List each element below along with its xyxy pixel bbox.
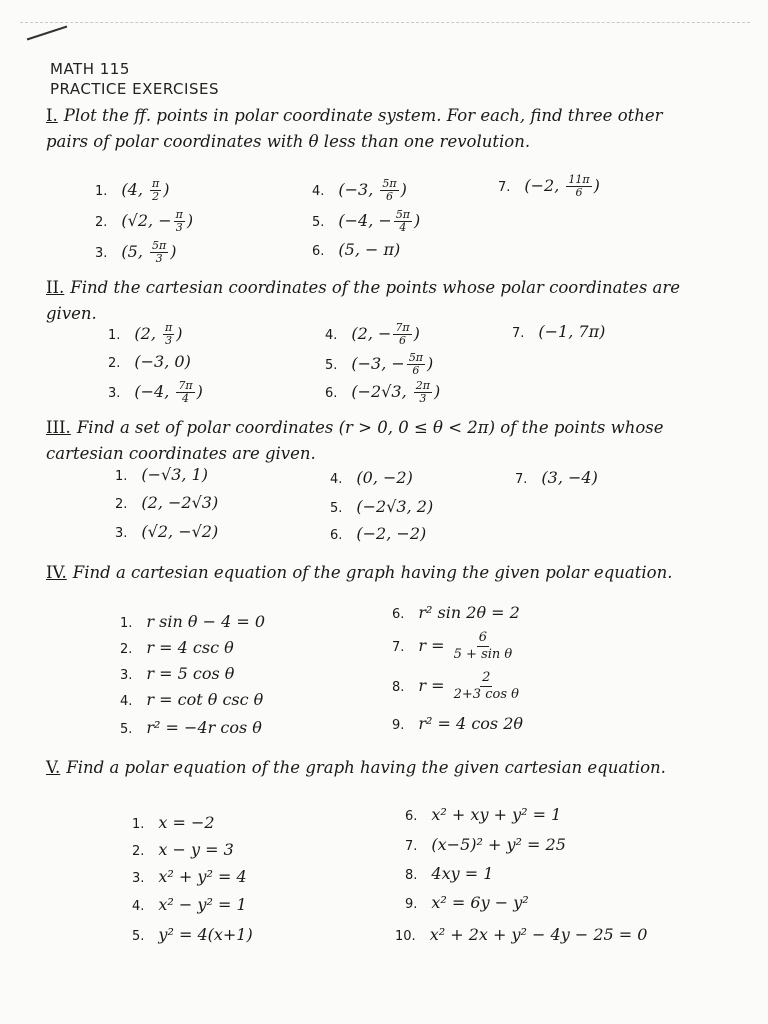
item-number: 3. (132, 871, 145, 886)
item-number: 8. (405, 868, 418, 883)
item-expression: (−2√3, $\frac{2\pi}{3}$ ) (351, 379, 441, 405)
item-number: 2. (115, 497, 128, 512)
item-number: 4. (132, 899, 145, 914)
item-expression: (−4, − $\frac{5\pi}{4}$ ) (338, 208, 421, 234)
item-number: 4. (312, 184, 325, 199)
item-number: 5. (325, 358, 338, 373)
item (95, 240, 176, 265)
item-number: 2. (132, 844, 145, 859)
section-numeral: V. (46, 758, 61, 777)
item (132, 867, 247, 886)
item-number: 1. (115, 469, 128, 484)
item (95, 209, 193, 234)
fraction: $\frac{5\pi}{6}$ (408, 351, 424, 377)
item (392, 630, 516, 663)
item (405, 835, 566, 854)
section-numeral: III. (46, 418, 71, 437)
item-expression: (3, −4) (541, 468, 598, 487)
item (392, 714, 523, 733)
item-number: 6. (392, 607, 405, 622)
fraction: $\frac{2\pi}{3}$ (415, 379, 431, 405)
item-expression: (−1, 7π) (538, 322, 606, 341)
item-number: 3. (115, 526, 128, 541)
item-expression: x² − y² = 1 (158, 895, 247, 914)
fraction: $\frac{\pi}{3}$ (165, 321, 173, 347)
section-numeral: II. (46, 278, 65, 297)
fraction: $\frac{\pi}{3}$ (175, 208, 183, 234)
item-expression: r² = 4 cos 2θ (418, 714, 524, 733)
item-number: 2. (108, 356, 121, 371)
section-3-instruction: III. Find a set of polar coordinates (r > 0, 0 ≤ θ < 2π) of the points whose cartesian coordinates are given. (46, 418, 664, 463)
fraction: $\frac{\pi}{2}$ (152, 177, 160, 203)
item-expression: x² + xy + y² = 1 (431, 805, 562, 824)
item-expression: (2, − $\frac{7\pi}{6}$ ) (351, 321, 420, 347)
item-expression: r sin θ − 4 = 0 (146, 612, 266, 631)
item (95, 178, 169, 203)
item-number: 7. (498, 180, 511, 195)
item-number: 7. (392, 640, 405, 655)
fraction: $\frac{7\pi}{6}$ (395, 321, 410, 347)
item-number: 2. (120, 642, 133, 657)
item (132, 925, 253, 944)
item-number: 2. (95, 215, 108, 230)
item-number: 5. (330, 501, 343, 516)
item-expression: x² + 2x + y² − 4y − 25 = 0 (429, 925, 648, 944)
item (392, 670, 523, 703)
fraction: $\frac{2}{\text{2+3 cos θ}}$ (453, 670, 519, 702)
item-expression: (−2, −2) (356, 524, 427, 543)
item-number: 7. (515, 472, 528, 487)
item-expression: 4xy = 1 (431, 864, 494, 883)
item (120, 612, 265, 631)
item-expression: (−2√3, 2) (356, 497, 434, 516)
section-1-instruction: I. Plot the ff. points in polar coordinate system. For each, find three other pairs of polar coordinates with θ less than one revolution. (46, 106, 663, 151)
item-number: 4. (330, 472, 343, 487)
item (512, 322, 605, 341)
item-number: 6. (312, 244, 325, 259)
item-expression: x² = 6y − y² (431, 893, 529, 912)
item (120, 664, 234, 683)
item-expression: r = $\frac{2}{\text{2+3 cos θ}}$ (418, 670, 519, 702)
item-expression: r² = −4r cos θ (146, 718, 262, 737)
item (312, 209, 420, 234)
fraction: $\frac{5\pi}{3}$ (152, 239, 167, 265)
pen-mark (27, 26, 68, 41)
item-expression: (√2, −√2) (141, 522, 219, 541)
item (405, 864, 493, 883)
page-title: PRACTICE EXERCISES (50, 80, 219, 98)
item-number: 5. (132, 929, 145, 944)
item (108, 352, 191, 371)
section-5-instruction: V. Find a polar equation of the graph having the given cartesian equation. (46, 758, 666, 777)
item (132, 813, 215, 832)
fraction: $\frac{5\pi}{6}$ (382, 177, 397, 203)
item-expression: (5, $\frac{5\pi}{3}$ ) (121, 239, 177, 265)
item-expression: x = −2 (158, 813, 215, 832)
item-expression: (−3, − $\frac{5\pi}{6}$ ) (351, 351, 434, 377)
fraction: $\frac{11\pi}{6}$ (568, 173, 590, 199)
item (405, 893, 529, 912)
item-expression: y² = 4(x+1) (158, 925, 253, 944)
item (108, 380, 203, 405)
item (115, 493, 218, 512)
item-number: 7. (512, 326, 525, 341)
item-expression: (−√3, 1) (141, 465, 209, 484)
item-number: 7. (405, 839, 418, 854)
item-number: 4. (325, 328, 338, 343)
item-number: 4. (120, 694, 133, 709)
scan-top-rule (20, 22, 750, 23)
item (120, 690, 263, 709)
item (115, 465, 208, 484)
item (132, 895, 247, 914)
item-expression: (x−5)² + y² = 25 (431, 835, 566, 854)
item-number: 5. (120, 722, 133, 737)
fraction: $\frac{7\pi}{4}$ (178, 379, 193, 405)
item (330, 497, 433, 516)
item (405, 805, 561, 824)
item (498, 174, 600, 199)
fraction: $\frac{5\pi}{4}$ (395, 208, 411, 234)
item (395, 925, 647, 944)
item-number: 5. (312, 215, 325, 230)
item (330, 468, 413, 487)
item-expression: r = cot θ csc θ (146, 690, 264, 709)
item (515, 468, 598, 487)
item-expression: x − y = 3 (158, 840, 234, 859)
item-number: 1. (132, 817, 145, 832)
item (108, 322, 182, 347)
item (330, 524, 426, 543)
item (120, 718, 262, 737)
fraction: $\frac{6}{\text{5 + sin θ}}$ (453, 630, 513, 662)
item-expression: (5, − π) (338, 240, 401, 259)
item-expression: (−3, 0) (134, 352, 191, 371)
item (132, 840, 234, 859)
item (392, 603, 520, 622)
item-expression: (2, $\frac{\pi}{3}$ ) (134, 321, 183, 347)
item-expression: (2, −2√3) (141, 493, 219, 512)
item-expression: (−2, $\frac{11\pi}{6}$ ) (524, 173, 600, 199)
item-expression: (√2, − $\frac{\pi}{3}$ ) (121, 208, 194, 234)
item-expression: r² sin 2θ = 2 (418, 603, 520, 622)
item-number: 6. (330, 528, 343, 543)
course-code: MATH 115 (50, 60, 130, 78)
item-expression: r = 5 cos θ (146, 664, 235, 683)
item (312, 178, 407, 203)
item-expression: (−4, $\frac{7\pi}{4}$ ) (134, 379, 203, 405)
item-number: 9. (405, 897, 418, 912)
item-number: 10. (395, 929, 416, 944)
item-number: 8. (392, 680, 405, 695)
section-4-instruction: IV. Find a cartesian equation of the graph having the given polar equation. (46, 563, 673, 582)
item-number: 6. (405, 809, 418, 824)
item-expression: (−3, $\frac{5\pi}{6}$ ) (338, 177, 407, 203)
item-number: 6. (325, 386, 338, 401)
item-number: 1. (108, 328, 121, 343)
item-number: 1. (95, 184, 108, 199)
item-number: 3. (108, 386, 121, 401)
item-number: 3. (120, 668, 133, 683)
item-expression: (0, −2) (356, 468, 413, 487)
item-expression: r = 4 csc θ (146, 638, 234, 657)
item (120, 638, 234, 657)
section-2-instruction: II. Find the cartesian coordinates of the points whose polar coordinates are given. (46, 278, 681, 323)
section-numeral: IV. (46, 563, 67, 582)
item-number: 9. (392, 718, 405, 733)
item-number: 3. (95, 246, 108, 261)
item-expression: (4, $\frac{\pi}{2}$ ) (121, 177, 170, 203)
item-number: 1. (120, 616, 133, 631)
item (325, 322, 420, 347)
item (312, 240, 400, 259)
item (115, 522, 218, 541)
item-expression: x² + y² = 4 (158, 867, 247, 886)
item (325, 380, 440, 405)
section-numeral: I. (46, 106, 58, 125)
item (325, 352, 433, 377)
item-expression: r = $\frac{6}{\text{5 + sin θ}}$ (418, 630, 513, 662)
